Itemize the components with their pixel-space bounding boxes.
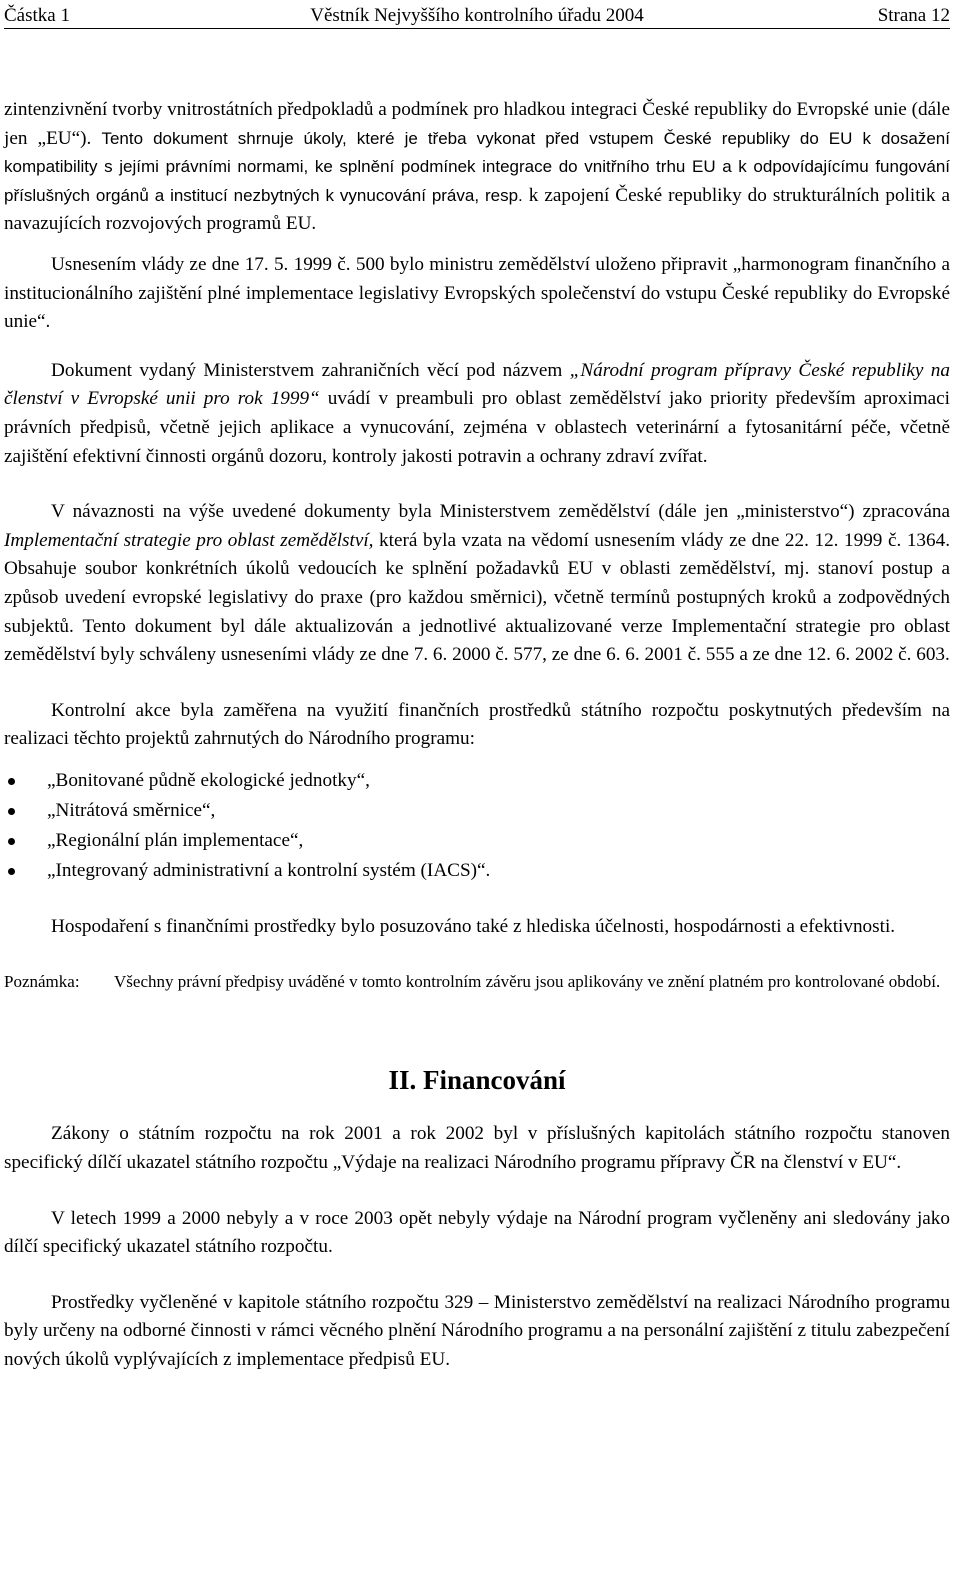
paragraph-national-programme	[4, 357, 950, 471]
list-item-text: „Integrovaný administrativní a kontrolní systém (IACS)“.	[47, 859, 491, 881]
list-item	[4, 796, 950, 826]
section-heading: II. Financování	[388, 1065, 566, 1096]
project-list	[4, 766, 950, 886]
header-issue: Částka 1	[4, 5, 70, 26]
paragraph-text: k zapojení České republiky do strukturálních politik a navazujících rozvojových programů EU.	[4, 184, 950, 235]
list-item-text: „Bonitované půdně ekologické jednotky“,	[47, 769, 370, 791]
bullet-icon	[8, 838, 15, 845]
list-item	[4, 826, 950, 856]
paragraph-text: Usnesením vlády ze dne 17. 5. 1999 č.	[51, 253, 351, 275]
paragraph-text: 500 bylo ministru zemědělství uloženo připravit „harmonogram finančního a institucionálního zajištění plné implementace legislativy Evropských společenství do vstupu České republiky do Evropské unie“.	[4, 253, 951, 333]
note-label: Poznámka:	[4, 972, 80, 992]
paragraph-assessment: Hospodaření s finančními prostředky bylo posuzováno také z hlediska účelnosti, hospodárnosti a efektivnosti.	[51, 915, 896, 937]
paragraph-government-resolution	[4, 251, 950, 337]
list-item-text: „Regionální plán implementace“,	[47, 829, 304, 851]
bullet-icon	[8, 778, 15, 785]
paragraph-text: Dokument vydaný Ministerstvem zahraničních věcí pod názvem	[51, 359, 570, 381]
paragraph-integration	[4, 96, 950, 239]
paragraph-chapter-329: Prostředky vyčleněné v kapitole státního rozpočtu 329 – Ministerstvo zemědělství na realizaci Národního programu byly určeny na odborné činnosti v rámci věcného plnění Národního programu a na personální zajištění z titulu zabezpečení nových úkolů vyplývajících z implementace předpisů EU.	[4, 1291, 950, 1371]
page-header	[4, 4, 950, 29]
paragraph-implementation-strategy	[4, 498, 950, 670]
strategy-title: Implementační strategie pro oblast zemědělství,	[4, 529, 374, 551]
header-page-number: Strana 12	[877, 5, 950, 26]
bullet-icon	[8, 868, 15, 875]
paragraph-audit-focus: Kontrolní akce byla zaměřena na využití finančních prostředků státního rozpočtu poskytnutých především na realizaci těchto projektů zahrnutých do Národního programu:	[4, 699, 950, 750]
note	[4, 968, 950, 995]
page-content	[4, 96, 950, 1375]
list-item	[4, 856, 950, 886]
list-item	[4, 766, 950, 796]
paragraph-text: která byla vzata na vědomí usnesením vlády ze dne 22. 12. 1999 č. 1364. Obsahuje soubor konkrétních úkolů vedoucích ke splnění požadavků EU v oblasti zemědělství, mj. stanoví postup a způsob uvedení evropské legislativy do praxe (pro každou směrnici), včetně termínů postupných kroků a zodpovědných subjektů. Tento dokument byl dále aktualizován a jednotlivé aktualizované verze Implementační strategie pro oblast zemědělství byly schváleny usneseními vlády ze dne 7. 6. 2000 č. 577, ze dne 6. 6. 2001 č. 555 a ze dne 12. 6. 2002 č. 603.	[4, 529, 950, 666]
programme-title: „Národní program přípravy České republiky na členství v Evropské unii pro rok 1999“	[4, 359, 950, 410]
paragraph-budget-laws: Zákony o státním rozpočtu na rok 2001 a rok 2002 byl v příslušných kapitolách státního rozpočtu stanoven specifický dílčí ukazatel státního rozpočtu „Výdaje na realizaci Národního programu přípravy ČR na členství v EU“.	[4, 1123, 950, 1174]
list-item-text: „Nitrátová směrnice“,	[47, 799, 216, 821]
paragraph-text: uvádí v preambuli pro oblast zemědělství jako priority především aproximaci právních předpisů, včetně jejich aplikace a vynucování, zejména v oblastech veterinární a fytosanitární péče, včetně zajištění efektivní činnosti orgánů dozoru, kontroly jakosti potravin a ochrany zdraví zvířat.	[4, 388, 950, 467]
paragraph-text-sans: Tento dokument shrnuje úkoly, které je třeba vykonat před vstupem České republiky do EU k dosažení kompatibility s jejími právními normami, ke splnění podmínek integrace do vnitřního trhu EU a k odpovídajícímu fungování příslušných orgánů a institucí nezbytných k vynucování práva, resp.	[4, 128, 950, 205]
paragraph-not-allocated: V letech 1999 a 2000 nebyly a v roce 2003 opět nebyly výdaje na Národní program vyčleněny ani sledovány jako dílčí specifický ukazatel státního rozpočtu.	[4, 1207, 950, 1258]
paragraph-text: zintenzivnění tvorby vnitrostátních předpokladů a podmínek pro hladkou integraci České republiky do Evropské unie (dále jen „EU“).	[4, 99, 950, 149]
note-text: Všechny právní předpisy uváděné v tomto kontrolním závěru jsou aplikovány ve znění platném pro kontrolované období.	[114, 972, 941, 992]
bullet-icon	[8, 808, 15, 815]
header-publication-title: Věstník Nejvyššího kontrolního úřadu 2004	[310, 5, 644, 26]
paragraph-text: V návaznosti na výše uvedené dokumenty byla Ministerstvem zemědělství (dále jen „ministerstvo“) zpracována	[51, 501, 950, 523]
